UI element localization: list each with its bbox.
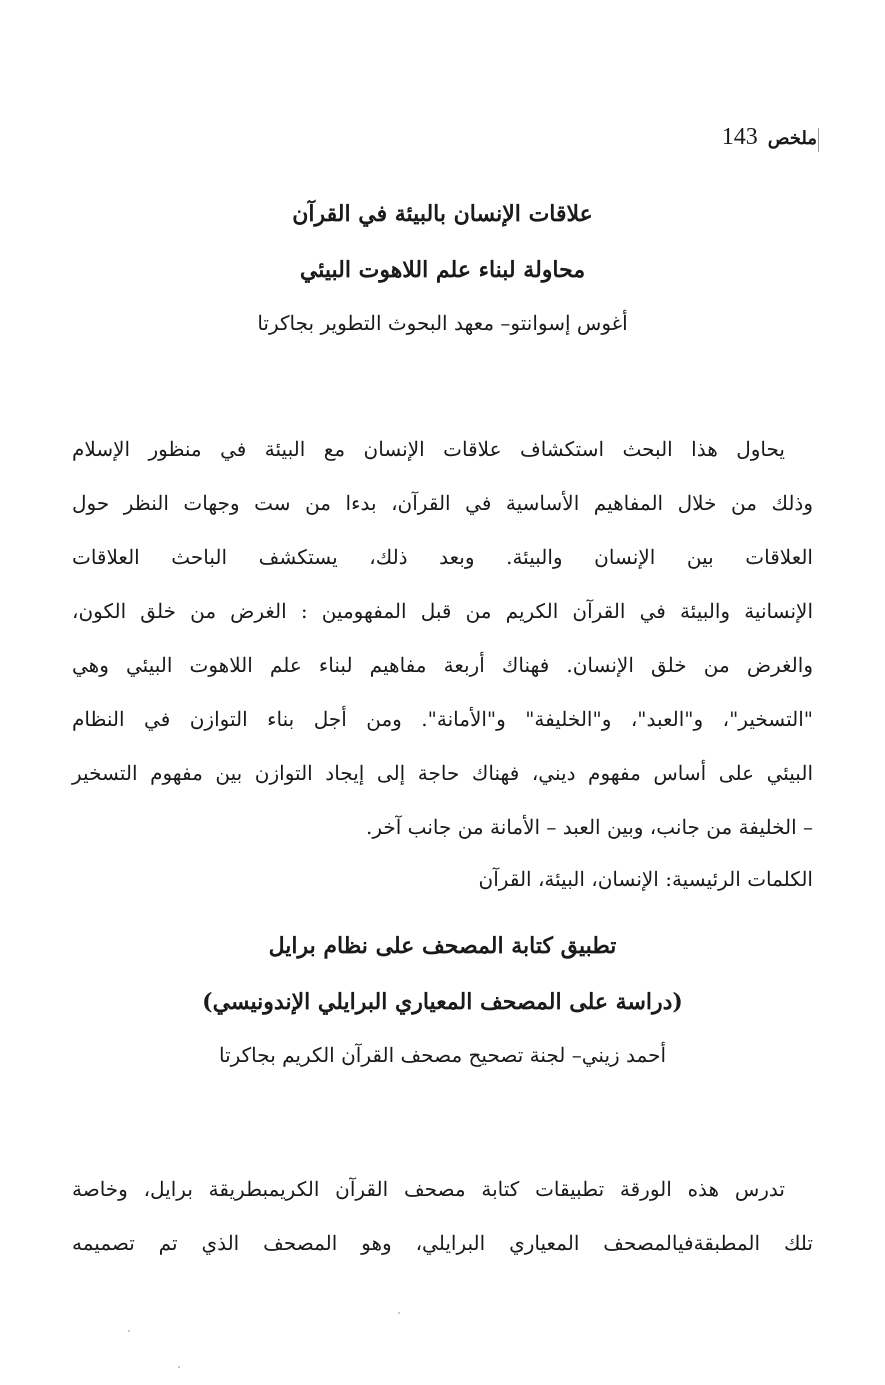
abstract-line: والغرض من خلق الإنسان. فهناك أربعة مفاهيم لبناء علم اللاهوت البيئي وهي bbox=[72, 653, 813, 677]
abstract-line: الإنسانية والبيئة في القرآن الكريم من قبل المفهومين : الغرض من خلق الكون، bbox=[72, 599, 813, 623]
author-affiliation: أغوس إسوانتو– معهد البحوث التطوير بجاكرتا bbox=[257, 311, 628, 335]
scan-speck bbox=[178, 1366, 180, 1368]
article-title-line: تطبيق كتابة المصحف على نظام برايل bbox=[268, 933, 617, 959]
section-label: ملخص bbox=[767, 128, 817, 149]
abstract bbox=[72, 1162, 813, 1270]
article-title-line: علاقات الإنسان بالبيئة في القرآن bbox=[292, 201, 593, 227]
article-2 bbox=[72, 918, 813, 1270]
abstract-line: تلك المطبقةفيالمصحف المعياري البرايلي، وهو المصحف الذي تم تصميمه bbox=[72, 1231, 813, 1255]
abstract-line: "التسخير"، و"العبد"، و"الخليفة" و"الأمانة". ومن أجل بناء التوازن في النظام bbox=[72, 707, 813, 731]
abstract-line: وذلك من خلال المفاهيم الأساسية في القرآن، بدءا من ست وجهات النظر حول bbox=[72, 491, 813, 515]
abstract bbox=[72, 422, 813, 904]
keywords: الكلمات الرئيسية: الإنسان، البيئة، القرآن bbox=[478, 867, 813, 891]
abstract-line: تدرس هذه الورقة تطبيقات كتابة مصحف القرآن الكريمبطريقة برايل، وخاصة bbox=[72, 1177, 785, 1201]
abstract-line: العلاقات بين الإنسان والبيئة. وبعد ذلك، يستكشف الباحث العلاقات bbox=[72, 545, 813, 569]
page-number: 143 bbox=[721, 124, 758, 150]
article-1 bbox=[72, 186, 813, 904]
abstract-line: البيئي على أساس مفهوم ديني، فهناك حاجة إلى إيجاد التوازن بين مفهوم التسخير bbox=[72, 761, 813, 785]
header-rule bbox=[818, 128, 819, 152]
article-subtitle-line: محاولة لبناء علم اللاهوت البيئي bbox=[299, 257, 586, 283]
article-subtitle-line: (دراسة على المصحف المعياري البرايلي الإندونيسي) bbox=[202, 989, 683, 1015]
scan-speck bbox=[398, 1312, 400, 1314]
scan-speck bbox=[128, 1330, 130, 1332]
abstract-line: يحاول هذا البحث استكشاف علاقات الإنسان مع البيئة في منظور الإسلام bbox=[72, 437, 785, 461]
running-header bbox=[722, 124, 817, 151]
author-affiliation: أحمد زيني– لجنة تصحيح مصحف القرآن الكريم بجاكرتا bbox=[218, 1043, 667, 1067]
abstract-line: – الخليفة من جانب، وبين العبد – الأمانة من جانب آخر. bbox=[366, 815, 813, 839]
